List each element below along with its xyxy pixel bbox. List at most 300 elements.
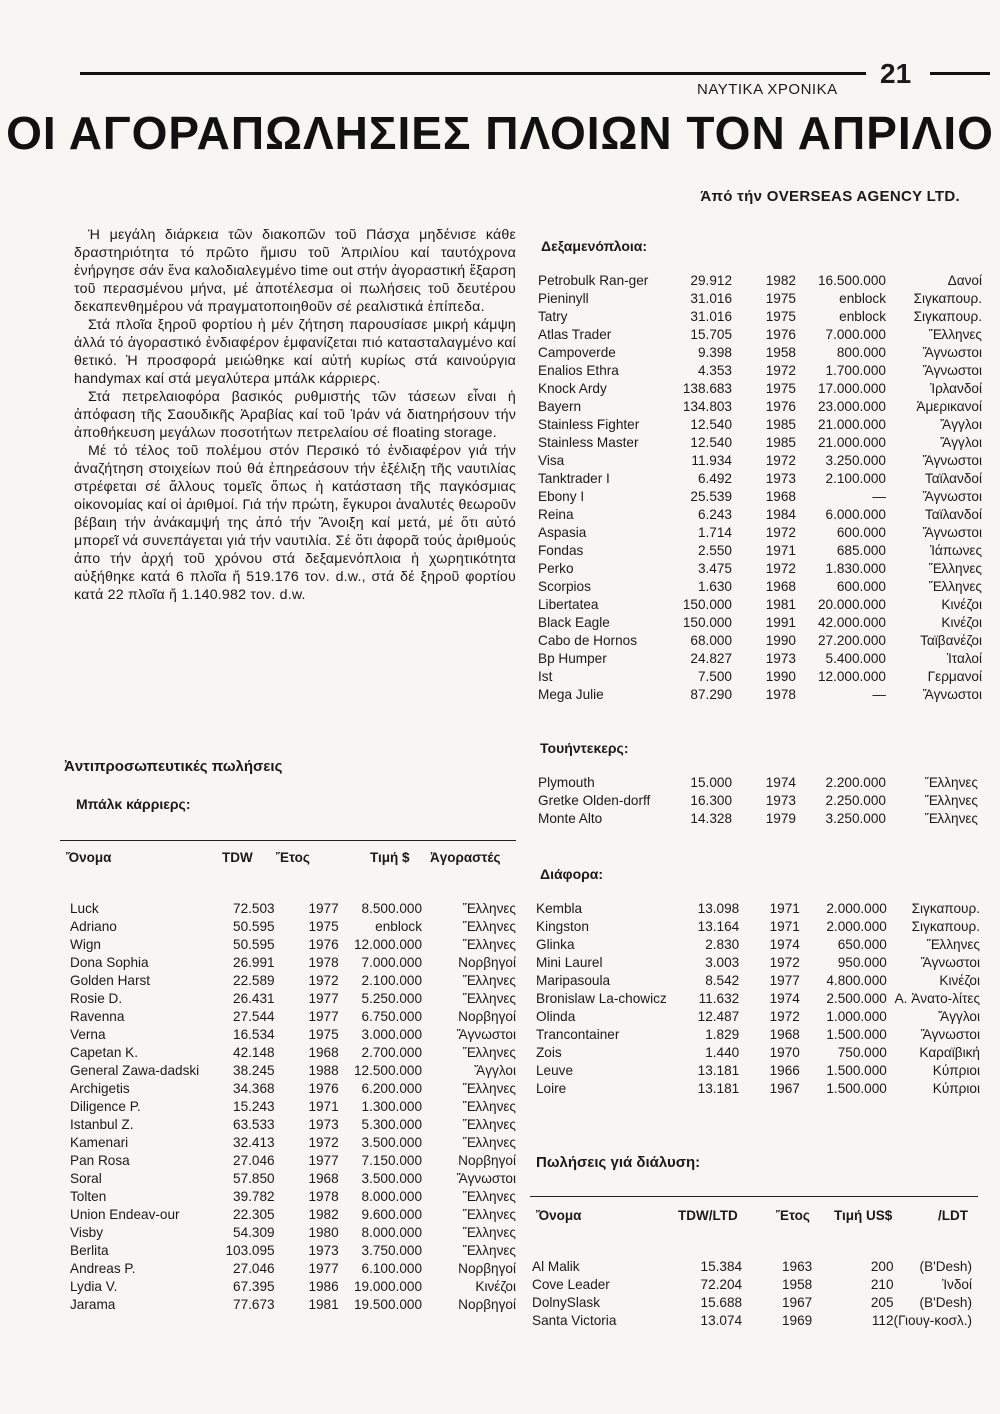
- year-cell: 1991: [765, 615, 796, 630]
- price-cell: 685.000: [836, 543, 886, 558]
- price-cell: 2.200.000: [825, 775, 886, 790]
- tdw-cell: 150.000: [682, 615, 732, 630]
- buyer-cell: Ἕλληνες: [928, 561, 982, 576]
- ship-name-cell: Al Malik: [532, 1259, 580, 1274]
- tweendeckers-table: [538, 774, 978, 828]
- buyer-cell: Ἄγνωστοι: [922, 363, 982, 378]
- year-cell: 1967: [781, 1295, 813, 1310]
- header-rule-left: [80, 72, 866, 75]
- year-cell: 1978: [765, 687, 796, 702]
- tanker-row: [538, 272, 982, 290]
- year-cell: 1973: [765, 793, 796, 808]
- ship-name-cell: Stainless Master: [538, 435, 639, 450]
- buyer-cell: Καραϊβική: [919, 1045, 980, 1060]
- year-cell: 1972: [765, 561, 796, 576]
- tdw-cell: 7.500: [697, 669, 732, 684]
- year-cell: 1968: [769, 1027, 800, 1042]
- buyer-cell: Ταϊβανέζοι: [920, 633, 982, 648]
- year-cell: 1974: [769, 991, 800, 1006]
- bulk-carrier-row: [70, 972, 516, 990]
- ship-name-cell: Verna: [70, 1027, 106, 1042]
- price-cell: 1.500.000: [826, 1027, 887, 1042]
- tdw-cell: 2.550: [697, 543, 732, 558]
- tdw-cell: 15.243: [233, 1099, 275, 1114]
- buyer-cell: Ἕλληνες: [462, 1081, 516, 1096]
- price-cell: 2.700.000: [361, 1045, 423, 1060]
- price-cell: enblock: [839, 309, 886, 324]
- ship-name-cell: Zois: [536, 1045, 562, 1060]
- tdw-cell: 150.000: [682, 597, 732, 612]
- price-cell: 12.000.000: [353, 937, 423, 952]
- price-cell: 650.000: [837, 937, 887, 952]
- buyer-cell: Κύπριοι: [932, 1063, 980, 1078]
- misc-row: [536, 918, 980, 936]
- col-year-header: Ἔτος: [276, 850, 310, 865]
- article-title: ΟΙ ΑΓΟΡΑΠΩΛΗΣΙΕΣ ΠΛΟΙΩΝ ΤΟΝ ΑΠΡΙΛΙΟ: [6, 107, 994, 159]
- buyer-cell: Νορβηγοί: [458, 1153, 516, 1168]
- price-cell: 2.000.000: [826, 919, 887, 934]
- year-cell: 1977: [308, 1153, 339, 1168]
- year-cell: 1972: [769, 1009, 800, 1024]
- year-cell: 1978: [308, 955, 339, 970]
- price-cell: 1.700.000: [825, 363, 886, 378]
- year-cell: 1977: [308, 1009, 339, 1024]
- tdw-cell: 32.413: [233, 1135, 275, 1150]
- buyer-cell: Σιγκαπουρ.: [913, 309, 982, 324]
- year-cell: 1972: [308, 1135, 339, 1150]
- tdw-cell: 26.431: [233, 991, 275, 1006]
- intro-paragraph: Στά πλοῖα ξηροῦ φορτίου ἡ μέν ζήτηση παρουσίασε μικρή κάμψη ἀλλά τό ἀγοραστικό ἐνδιαφέρον ἐμφανίζεται πιό κατασταλαγμένο καί θετικό. Ἡ προσφορά μειώθηκε καί αὐτή κυρίως στά καινούργια handymax καί στά μεγαλύτερα μπάλκ κάρριερς.: [74, 317, 516, 387]
- year-cell: 1974: [765, 775, 796, 790]
- tdw-cell: 27.544: [233, 1009, 275, 1024]
- ship-name-cell: Glinka: [536, 937, 575, 952]
- tdw-cell: 16.300: [690, 793, 732, 808]
- ship-name-cell: Enalios Ethra: [538, 363, 619, 378]
- year-cell: 1985: [765, 435, 796, 450]
- year-cell: 1982: [308, 1207, 339, 1222]
- price-cell: 7.000.000: [361, 955, 423, 970]
- demolition-row: [532, 1294, 972, 1312]
- buyer-cell: Α. Ἀνατο-λίτες: [894, 991, 980, 1006]
- price-cell: 2.500.000: [826, 991, 887, 1006]
- year-cell: 1967: [769, 1081, 800, 1096]
- price-cell: 7.150.000: [361, 1153, 423, 1168]
- buyer-cell: Ἄγγλοι: [940, 417, 982, 432]
- year-cell: 1972: [765, 453, 796, 468]
- demo-col-tdw-header: TDW/LTD: [678, 1208, 738, 1223]
- ship-name-cell: Kamenari: [70, 1135, 129, 1150]
- bulk-carrier-row: [70, 1206, 516, 1224]
- tdw-cell: 13.074: [700, 1313, 743, 1328]
- ship-name-cell: Pieninyll: [538, 291, 589, 306]
- buyer-cell: Σιγκαπουρ.: [911, 901, 980, 916]
- tanker-row: [538, 596, 982, 614]
- demolition-row: [532, 1312, 972, 1330]
- price-cell: 21.000.000: [817, 417, 886, 432]
- col-price-header: Τιμή $: [370, 850, 410, 865]
- buyer-cell: Ἰταλοί: [946, 651, 982, 666]
- tdw-cell: 68.000: [690, 633, 732, 648]
- year-cell: 1974: [769, 937, 800, 952]
- year-cell: 1958: [781, 1277, 813, 1292]
- price-cell: 42.000.000: [817, 615, 886, 630]
- year-cell: 1976: [765, 399, 796, 414]
- bulk-carrier-row: [70, 1080, 516, 1098]
- year-cell: 1972: [308, 973, 339, 988]
- intro-paragraph: Μέ τό τέλος τοῦ πολέμου στόν Περσικό τό ἐνδιαφέρον γιά τήν ἀναζήτηση στοιχείων πού θά ἐπηρεάσουν τήν ἐξέλιξη τῆς ναυτιλίας στρέφεται σέ ἄλλους τομεῖς ὅπως ἡ κατάσταση τῆς παγκόσμιας οἰκονομίας καί οἱ ἀριθμοί. Γιά τήν πρώτη, ἔγκυροι ἀναλυτές θεωροῦν βέβαιη τήν ἀνάκαμψή της ἀπό τήν Ἄνοιξη καί μετά, μέ ὅτι αὐτό μπορεῖ νά συνεπάγεται γιά τήν ναυτιλία. Σέ ὅτι ἀφορᾶ τούς ἀριθμούς ἀπο τήν ἀρχή τοῦ χρόνου στά δεξαμενόπλοια ἡ χωρητικότητα αὐξήθηκε κατά 6 πλοῖα ἤ 519.176 τον. d.w., στά δέ ξηροῦ φορτίου κατά 22 πλοῖα ἤ 1.140.982 τον. d.w.: [74, 443, 516, 603]
- year-cell: 1976: [308, 937, 339, 952]
- tdw-cell: 29.912: [690, 273, 732, 288]
- price-cell: 1.500.000: [826, 1063, 887, 1078]
- ship-name-cell: DolnySlask: [532, 1295, 600, 1310]
- buyer-cell: Ἰάπωνες: [929, 543, 982, 558]
- ship-name-cell: Mega Julie: [538, 687, 604, 702]
- tdw-cell: 9.398: [697, 345, 732, 360]
- demolition-row: [532, 1258, 972, 1276]
- buyer-cell: Ἕλληνες: [928, 579, 982, 594]
- buyer-cell: Κινέζοι: [475, 1279, 516, 1294]
- price-cell: 21.000.000: [817, 435, 886, 450]
- tdw-cell: 15.688: [700, 1295, 743, 1310]
- price-cell: 27.200.000: [817, 633, 886, 648]
- price-cell: 2.000.000: [826, 901, 887, 916]
- price-cell: 1.300.000: [361, 1099, 423, 1114]
- header-rule-right: [930, 72, 990, 75]
- tdw-cell: 11.632: [698, 991, 740, 1006]
- ship-name-cell: Capetan K.: [70, 1045, 139, 1060]
- buyer-cell: Ἕλληνες: [462, 1189, 516, 1204]
- bulk-carrier-row: [70, 900, 516, 918]
- page-number: 21: [880, 58, 912, 89]
- price-cell: 6.000.000: [825, 507, 886, 522]
- year-cell: 1968: [765, 489, 796, 504]
- ship-name-cell: Bp Humper: [538, 651, 607, 666]
- year-cell: 1972: [765, 363, 796, 378]
- tdw-cell: 8.542: [705, 973, 740, 988]
- buyer-cell: Γερμανοί: [927, 669, 982, 684]
- buyer-cell: Ἕλληνες: [462, 937, 516, 952]
- demolition-table: [532, 1258, 972, 1330]
- price-cell: 19.000.000: [353, 1279, 423, 1294]
- price-cell: 8.000.000: [361, 1189, 423, 1204]
- bulk-carrier-row: [70, 936, 516, 954]
- tdw-cell: 1.829: [705, 1027, 740, 1042]
- demo-col-price-header: Τιμή US$: [834, 1208, 893, 1223]
- buyer-cell: Κινέζοι: [941, 615, 982, 630]
- year-cell: 1976: [765, 327, 796, 342]
- ship-name-cell: Diligence P.: [70, 1099, 141, 1114]
- tanker-row: [538, 470, 982, 488]
- tdw-cell: 63.533: [233, 1117, 275, 1132]
- buyer-cell: Νορβηγοί: [458, 1261, 516, 1276]
- ship-name-cell: Rosie D.: [70, 991, 123, 1006]
- tdw-cell: 3.003: [705, 955, 740, 970]
- tdw-cell: 77.673: [233, 1297, 275, 1312]
- tdw-cell: 38.245: [233, 1063, 275, 1078]
- tdw-cell: 26.991: [233, 955, 275, 970]
- tdw-cell: 25.539: [690, 489, 732, 504]
- misc-heading: Διάφορα:: [540, 866, 604, 882]
- year-cell: 1979: [765, 811, 796, 826]
- tdw-cell: 22.305: [233, 1207, 275, 1222]
- tdw-cell: 27.046: [233, 1261, 275, 1276]
- tanker-row: [538, 686, 982, 704]
- tankers-table: [538, 272, 982, 704]
- col-name-header: Ὄνομα: [66, 850, 112, 865]
- buyer-cell: Δανοί: [947, 273, 982, 288]
- tdw-cell: 1.630: [697, 579, 732, 594]
- year-cell: 1963: [781, 1259, 813, 1274]
- tanker-row: [538, 614, 982, 632]
- buyer-cell: (Γιουγ-κοσλ.): [893, 1313, 972, 1328]
- year-cell: 1958: [765, 345, 796, 360]
- ship-name-cell: Golden Harst: [70, 973, 151, 988]
- price-cell: 3.750.000: [361, 1243, 423, 1258]
- bulk-carrier-row: [70, 954, 516, 972]
- ship-name-cell: Jarama: [70, 1297, 116, 1312]
- year-cell: 1981: [765, 597, 796, 612]
- price-cell: 9.600.000: [361, 1207, 423, 1222]
- ship-name-cell: Ravenna: [70, 1009, 125, 1024]
- misc-row: [536, 990, 980, 1008]
- misc-row: [536, 1026, 980, 1044]
- ship-name-cell: Andreas P.: [70, 1261, 136, 1276]
- price-cell: 17.000.000: [817, 381, 886, 396]
- year-cell: 1973: [765, 471, 796, 486]
- tdw-cell: 67.395: [233, 1279, 275, 1294]
- ship-name-cell: Archigetis: [70, 1081, 130, 1096]
- tdw-cell: 72.204: [700, 1277, 743, 1292]
- buyer-cell: Ἕλληνες: [924, 775, 978, 790]
- misc-table: [536, 900, 980, 1098]
- tanker-row: [538, 290, 982, 308]
- tdw-cell: 15.000: [690, 775, 732, 790]
- buyer-cell: Ἕλληνες: [462, 1225, 516, 1240]
- buyer-cell: Ἕλληνες: [462, 1117, 516, 1132]
- tanker-row: [538, 560, 982, 578]
- tdw-cell: 22.589: [233, 973, 275, 988]
- buyer-cell: Ἕλληνες: [926, 937, 980, 952]
- buyer-cell: Σιγκαπουρ.: [911, 919, 980, 934]
- bulk-carrier-row: [70, 1242, 516, 1260]
- buyer-cell: Ἕλληνες: [462, 991, 516, 1006]
- bulk-carriers-heading: Μπάλκ κάρριερς:: [76, 796, 191, 812]
- price-cell: 600.000: [836, 579, 886, 594]
- year-cell: 1966: [769, 1063, 800, 1078]
- price-cell: 2.100.000: [361, 973, 423, 988]
- demo-col-year-header: Ἔτος: [776, 1208, 810, 1223]
- ship-name-cell: Scorpios: [538, 579, 591, 594]
- tdw-cell: 138.683: [682, 381, 732, 396]
- year-cell: 1977: [308, 991, 339, 1006]
- buyer-cell: Ἕλληνες: [924, 811, 978, 826]
- col-tdw-header: TDW: [222, 850, 253, 865]
- bulk-carrier-row: [70, 1152, 516, 1170]
- bulk-carriers-table: [70, 900, 516, 1314]
- tdw-cell: 15.705: [690, 327, 732, 342]
- price-cell: 3.500.000: [361, 1171, 423, 1186]
- rep-sales-heading: Ἀντιπροσωπευτικές πωλήσεις: [64, 758, 283, 775]
- tdw-cell: 50.595: [233, 919, 275, 934]
- year-cell: 1968: [308, 1045, 339, 1060]
- tdw-cell: 14.328: [690, 811, 732, 826]
- tdw-cell: 13.164: [697, 919, 740, 934]
- buyer-cell: Ἄγγλοι: [938, 1009, 980, 1024]
- ship-name-cell: Santa Victoria: [532, 1313, 617, 1328]
- col-buyers-header: Ἀγοραστές: [430, 850, 501, 865]
- price-cell: 8.500.000: [361, 901, 423, 916]
- tankers-heading: Δεξαμενόπλοια:: [541, 238, 648, 254]
- tdw-cell: 54.309: [233, 1225, 275, 1240]
- bulk-carrier-row: [70, 1134, 516, 1152]
- buyer-cell: Ἕλληνες: [462, 1099, 516, 1114]
- tanker-row: [538, 506, 982, 524]
- ship-name-cell: Fondas: [538, 543, 584, 558]
- ship-name-cell: Ebony I: [538, 489, 585, 504]
- ship-name-cell: Lydia V.: [70, 1279, 118, 1294]
- bulk-carrier-row: [70, 1008, 516, 1026]
- buyer-cell: Ἄγνωστοι: [920, 1027, 980, 1042]
- ship-name-cell: Tolten: [70, 1189, 107, 1204]
- buyer-cell: Ἄγγλοι: [940, 435, 982, 450]
- price-cell: 1.830.000: [825, 561, 886, 576]
- buyer-cell: Νορβηγοί: [458, 1297, 516, 1312]
- year-cell: 1973: [765, 651, 796, 666]
- buyer-cell: Ἕλληνες: [928, 327, 982, 342]
- year-cell: 1971: [769, 919, 800, 934]
- year-cell: 1973: [308, 1243, 339, 1258]
- tdw-cell: 15.384: [700, 1259, 743, 1274]
- ship-name-cell: Plymouth: [538, 775, 595, 790]
- buyer-cell: Κινέζοι: [941, 597, 982, 612]
- year-cell: 1975: [308, 919, 339, 934]
- ship-name-cell: Perko: [538, 561, 574, 576]
- tanker-row: [538, 416, 982, 434]
- tanker-row: [538, 650, 982, 668]
- year-cell: 1970: [769, 1045, 800, 1060]
- ship-name-cell: Kembla: [536, 901, 583, 916]
- price-cell: 210: [870, 1277, 894, 1292]
- price-cell: 3.250.000: [825, 453, 886, 468]
- price-cell: —: [872, 489, 886, 504]
- price-cell: 16.500.000: [817, 273, 886, 288]
- price-cell: 800.000: [836, 345, 886, 360]
- ship-name-cell: Tanktrader I: [538, 471, 610, 486]
- price-cell: 600.000: [836, 525, 886, 540]
- bulk-carrier-row: [70, 1170, 516, 1188]
- buyer-cell: Ἕλληνες: [462, 901, 516, 916]
- buyer-cell: Ἕλληνες: [462, 1207, 516, 1222]
- tdw-cell: 72.503: [233, 901, 275, 916]
- buyer-cell: Ἀμερικανοί: [916, 399, 982, 414]
- year-cell: 1985: [765, 417, 796, 432]
- price-cell: 6.200.000: [361, 1081, 423, 1096]
- misc-row: [536, 900, 980, 918]
- misc-row: [536, 936, 980, 954]
- year-cell: 1988: [308, 1063, 339, 1078]
- bulk-carrier-row: [70, 1278, 516, 1296]
- demolition-table-rule: [530, 1196, 978, 1197]
- buyer-cell: Ἰρλανδοί: [930, 381, 982, 396]
- buyer-cell: Νορβηγοί: [458, 955, 516, 970]
- ship-name-cell: Aspasia: [538, 525, 587, 540]
- bulk-carrier-row: [70, 1224, 516, 1242]
- buyer-cell: Σιγκαπουρ.: [913, 291, 982, 306]
- buyer-cell: Ἄγνωστοι: [922, 489, 982, 504]
- ship-name-cell: Bayern: [538, 399, 582, 414]
- year-cell: 1986: [308, 1279, 339, 1294]
- buyer-cell: Κύπριοι: [932, 1081, 980, 1096]
- ship-name-cell: Libertatea: [538, 597, 599, 612]
- year-cell: 1982: [765, 273, 796, 288]
- buyer-cell: Ἕλληνες: [462, 973, 516, 988]
- tanker-row: [538, 524, 982, 542]
- bulk-carrier-row: [70, 1116, 516, 1134]
- year-cell: 1975: [765, 291, 796, 306]
- year-cell: 1980: [308, 1225, 339, 1240]
- price-cell: 7.000.000: [825, 327, 886, 342]
- buyer-cell: Ἕλληνες: [462, 1243, 516, 1258]
- ship-name-cell: Adriano: [70, 919, 117, 934]
- tanker-row: [538, 326, 982, 344]
- intro-text: [74, 226, 516, 604]
- buyer-cell: Ἕλληνες: [462, 1135, 516, 1150]
- tdw-cell: 11.934: [691, 453, 732, 468]
- misc-row: [536, 1008, 980, 1026]
- demo-col-ldt-header: /LDT: [938, 1208, 968, 1223]
- tdw-cell: 1.714: [697, 525, 732, 540]
- price-cell: 2.100.000: [825, 471, 886, 486]
- ship-name-cell: Trancontainer: [536, 1027, 620, 1042]
- tdw-cell: 12.540: [690, 435, 732, 450]
- price-cell: 6.100.000: [361, 1261, 423, 1276]
- ship-name-cell: Campoverde: [538, 345, 616, 360]
- tdw-cell: 6.243: [697, 507, 732, 522]
- tanker-row: [538, 488, 982, 506]
- price-cell: 112: [871, 1313, 894, 1328]
- year-cell: 1981: [308, 1297, 339, 1312]
- misc-row: [536, 1062, 980, 1080]
- tdw-cell: 134.803: [682, 399, 732, 414]
- tanker-row: [538, 380, 982, 398]
- buyer-cell: Ἄγνωστοι: [456, 1027, 516, 1042]
- year-cell: 1975: [765, 309, 796, 324]
- price-cell: 4.800.000: [826, 973, 887, 988]
- tdw-cell: 13.098: [697, 901, 740, 916]
- year-cell: 1976: [308, 1081, 339, 1096]
- tdw-cell: 13.181: [697, 1081, 740, 1096]
- price-cell: 20.000.000: [817, 597, 886, 612]
- price-cell: 12.000.000: [817, 669, 886, 684]
- tanker-row: [538, 452, 982, 470]
- price-cell: 205: [870, 1295, 894, 1310]
- year-cell: 1990: [765, 669, 796, 684]
- ship-name-cell: Ist: [538, 669, 553, 684]
- year-cell: 1971: [765, 543, 796, 558]
- price-cell: 5.300.000: [361, 1117, 423, 1132]
- tdw-cell: 16.534: [233, 1027, 275, 1042]
- misc-row: [536, 972, 980, 990]
- intro-paragraph: Στά πετρελαιοφόρα βασικός ρυθμιστής τῶν τάσεων εἶναι ἡ ἀπόφαση τῆς Σαουδικῆς Ἀραβίας καί τοῦ Ἰράν νά διατηρήσουν τήν ἀποθήκευση μεγάλων ποσοτήτων πετρελαίου σέ floating storage.: [74, 389, 516, 441]
- buyer-cell: Ἄγνωστοι: [456, 1171, 516, 1186]
- ship-name-cell: Pan Rosa: [70, 1153, 130, 1168]
- ship-name-cell: Wign: [70, 937, 101, 952]
- buyer-cell: Κινέζοι: [939, 973, 980, 988]
- year-cell: 1972: [769, 955, 800, 970]
- ship-name-cell: Stainless Fighter: [538, 417, 640, 432]
- ship-name-cell: Atlas Trader: [538, 327, 612, 342]
- tweendecker-row: [538, 792, 978, 810]
